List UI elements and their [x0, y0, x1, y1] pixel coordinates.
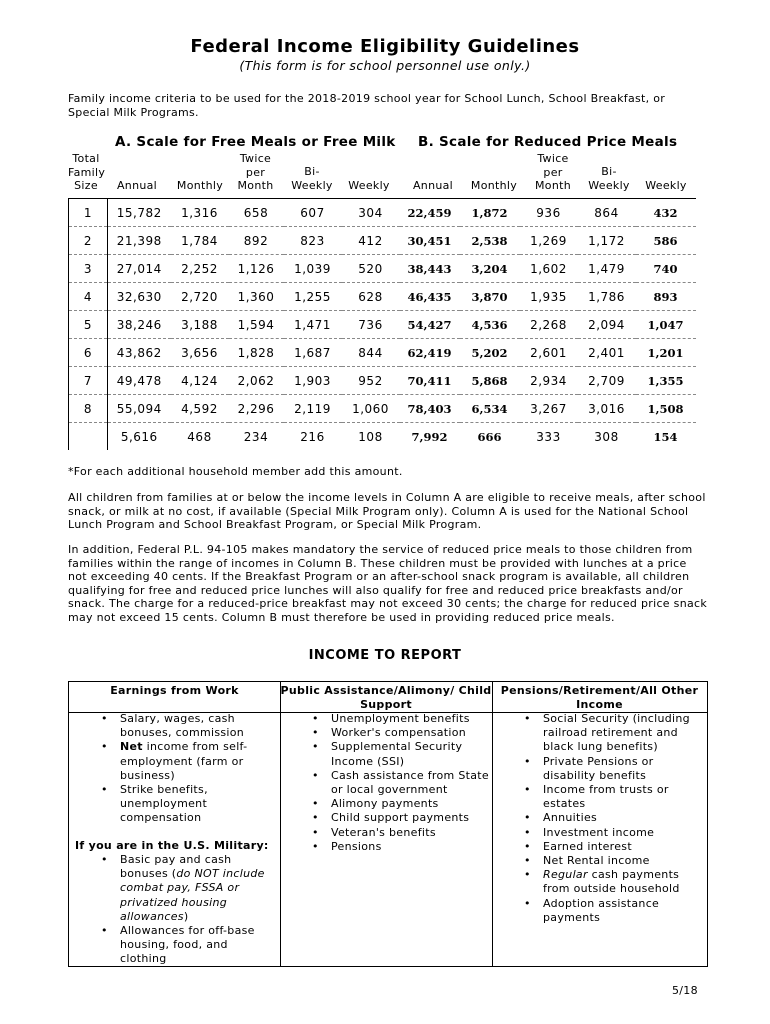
- free-scale-cell: 1,316: [171, 199, 229, 227]
- income-to-report-title: INCOME TO REPORT: [308, 648, 462, 663]
- family-size-cell: 1: [69, 199, 108, 227]
- list-item: [524, 712, 703, 755]
- reduced-scale-cell: 1,355: [636, 367, 696, 395]
- header-a-twice-per-month: [228, 152, 283, 193]
- reduced-scale-cell: 5,868: [460, 367, 520, 395]
- header-a-monthly: Monthly: [176, 179, 224, 192]
- free-scale-cell: 468: [187, 429, 212, 444]
- bullet-icon: •: [101, 712, 108, 725]
- free-scale-cell: 4,124: [171, 367, 229, 395]
- public-assistance-column: [280, 682, 493, 966]
- reduced-scale-cell: 4,536: [460, 311, 520, 339]
- list-item: [312, 839, 489, 854]
- reduced-scale-cell: 333: [536, 429, 561, 444]
- income-scale-table: [68, 198, 696, 450]
- column-a-paragraph: All children from families at or below the income levels in Column A are eligible to receive meals, after school snack, or milk at no cost, if available (Special Milk Program only). Column A is used for the National School Lunch Program and School Breakfast Program, or Special Milk Program.: [68, 491, 706, 532]
- header-size-line3: Size: [74, 179, 98, 193]
- free-scale-cell: 55,094: [108, 395, 171, 423]
- list-item: [312, 797, 489, 811]
- item-text: Net Rental income: [543, 854, 650, 868]
- free-scale-cell: 2,062: [229, 367, 284, 395]
- footnote: *For each additional household member add this amount.: [68, 465, 403, 478]
- free-scale-cell: 1,360: [229, 283, 284, 311]
- earnings-list: [101, 712, 270, 826]
- reduced-scale-cell: 3,870: [460, 283, 520, 311]
- header-bi-line2: Weekly: [588, 178, 630, 192]
- reduced-scale-cell: 432: [636, 199, 696, 227]
- bullet-icon: •: [524, 754, 531, 768]
- reduced-scale-cell: 3,204: [460, 255, 520, 283]
- header-twice-line2: per: [543, 165, 563, 179]
- reduced-scale-cell: 1,935: [520, 283, 578, 311]
- item-text: income from self-employment (farm or business): [120, 740, 248, 782]
- family-size-cell: 6: [69, 339, 108, 367]
- header-family-size: [68, 152, 104, 193]
- free-scale-cell: 412: [342, 227, 400, 255]
- header-a-annual: Annual: [116, 179, 158, 192]
- reduced-scale-cell: 586: [636, 227, 696, 255]
- header-a-weekly: Weekly: [348, 179, 390, 192]
- free-scale-cell: 1,039: [284, 255, 342, 283]
- header-bi-line1: Bi-: [601, 165, 617, 178]
- list-item: [312, 726, 489, 740]
- page-number: 5/18: [672, 984, 698, 997]
- reduced-scale-cell: 2,094: [578, 311, 636, 339]
- header-size-line1: Total: [72, 152, 100, 165]
- header-twice-line1: Twice: [239, 152, 272, 165]
- bullet-icon: •: [312, 768, 319, 782]
- free-scale-cell: 3,188: [171, 311, 229, 339]
- item-text: cash payments from outside household: [543, 868, 680, 896]
- earnings-column-header: Earnings from Work: [110, 684, 239, 697]
- bullet-icon: •: [101, 783, 108, 797]
- list-item: [101, 853, 270, 924]
- reduced-scale-cell: 1,047: [636, 311, 696, 339]
- header-b-annual: Annual: [412, 179, 454, 192]
- free-scale-cell: 1,594: [229, 311, 284, 339]
- reduced-scale-cell: 864: [578, 199, 636, 227]
- header-twice-line2: per: [245, 165, 266, 179]
- free-scale-cell: 234: [243, 429, 269, 444]
- bullet-icon: •: [312, 811, 319, 825]
- table-row: [69, 311, 696, 339]
- item-text: Salary, wages, cash bonuses, commission: [120, 712, 245, 740]
- free-scale-cell: 2,296: [229, 395, 284, 423]
- item-text: Veteran's benefits: [331, 825, 436, 839]
- free-scale-cell: 736: [342, 311, 400, 339]
- earnings-column: [69, 682, 281, 966]
- header-bi-line1: Bi-: [304, 165, 320, 178]
- reduced-scale-cell: 54,427: [400, 311, 460, 339]
- reduced-scale-cell: 70,411: [400, 367, 460, 395]
- header-b-twice-per-month: [525, 152, 581, 193]
- free-scale-cell: 823: [284, 227, 342, 255]
- item-emphasis: do NOT include combat pay, FSSA or privatized housing allowances: [120, 867, 265, 923]
- free-scale-cell: 43,862: [108, 339, 171, 367]
- pensions-list: [524, 712, 703, 925]
- bullet-icon: •: [524, 854, 531, 868]
- free-scale-cell: 216: [300, 429, 325, 444]
- header-bi-line2: Weekly: [291, 178, 333, 192]
- free-scale-cell: 1,471: [284, 311, 342, 339]
- list-item: [524, 896, 703, 925]
- item-text: Supplemental Security Income (SSI): [331, 740, 463, 768]
- item-emphasis: Regular: [543, 868, 588, 882]
- reduced-scale-cell: 666: [477, 429, 502, 444]
- bullet-icon: •: [524, 825, 531, 839]
- reduced-scale-cell: 3,267: [520, 395, 578, 423]
- reduced-scale-cell: 1,201: [636, 339, 696, 367]
- pensions-column-header: Pensions/Retirement/All Other Income: [500, 684, 699, 712]
- item-emphasis: Net: [120, 740, 143, 754]
- free-scale-cell: 32,630: [108, 283, 171, 311]
- list-item: [101, 712, 270, 740]
- header-divider: [69, 712, 707, 713]
- item-text: Pensions: [331, 839, 382, 853]
- bullet-icon: •: [101, 853, 108, 866]
- list-item: [312, 712, 489, 726]
- reduced-scale-cell: 1,786: [578, 283, 636, 311]
- item-text: Alimony payments: [331, 797, 439, 811]
- free-scale-cell: 15,782: [108, 199, 171, 227]
- item-text: Strike benefits, unemployment compensation: [120, 783, 208, 825]
- income-to-report-table: [68, 681, 708, 967]
- family-size-cell: [69, 423, 108, 451]
- family-size-cell: 4: [69, 283, 108, 311]
- bullet-icon: •: [524, 811, 531, 825]
- list-item: [101, 783, 270, 826]
- list-item: [312, 825, 489, 840]
- reduced-scale-cell: 5,202: [460, 339, 520, 367]
- bullet-icon: •: [524, 712, 531, 725]
- family-size-cell: 7: [69, 367, 108, 395]
- reduced-scale-cell: 2,401: [578, 339, 636, 367]
- list-item: [312, 740, 489, 768]
- bullet-icon: •: [312, 712, 319, 725]
- item-text: Social Security (including railroad retirement and black lung benefits): [543, 712, 690, 754]
- free-scale-cell: 2,720: [171, 283, 229, 311]
- free-scale-cell: 38,246: [108, 311, 171, 339]
- bullet-icon: •: [524, 783, 531, 797]
- family-size-cell: 8: [69, 395, 108, 423]
- table-row: [69, 423, 696, 451]
- list-item: [524, 854, 703, 868]
- free-scale-cell: 844: [342, 339, 400, 367]
- free-scale-cell: 952: [342, 367, 400, 395]
- free-scale-cell: 2,119: [284, 395, 342, 423]
- bullet-icon: •: [312, 797, 319, 811]
- reduced-scale-cell: 1,172: [578, 227, 636, 255]
- free-scale-cell: 2,252: [171, 255, 229, 283]
- page-subtitle: (This form is for school personnel use only.): [239, 58, 531, 73]
- reduced-scale-cell: 1,872: [460, 199, 520, 227]
- item-text: Allowances for off-base housing, food, and clothing: [120, 924, 255, 966]
- reduced-scale-cell: 2,934: [520, 367, 578, 395]
- free-scale-cell: 21,398: [108, 227, 171, 255]
- bullet-icon: •: [312, 825, 319, 839]
- reduced-scale-cell: 1,602: [520, 255, 578, 283]
- item-text: Annuities: [543, 811, 598, 825]
- item-text: Worker's compensation: [331, 726, 467, 740]
- reduced-scale-cell: 1,508: [636, 395, 696, 423]
- free-scale-cell: 3,656: [171, 339, 229, 367]
- reduced-scale-cell: 1,269: [520, 227, 578, 255]
- list-item: [524, 825, 703, 840]
- free-scale-cell: 5,616: [120, 429, 158, 444]
- column-b-paragraph: In addition, Federal P.L. 94-105 makes mandatory the service of reduced price meals to those children from families within the range of incomes in Column B. These children must be provided with lunches at a price not exceeding 40 cents. If the Breakfast Program or an after-school snack program is available, all children qualifying for free and reduced price lunches will also qualify for free and reduced price breakfasts and/or snack. The charge for a reduced-price breakfast may not exceed 30 cents; the charge for reduced price snack may not exceed 15 cents. Column B must therefore be used in providing reduced price meals.: [68, 543, 708, 624]
- family-size-cell: 5: [69, 311, 108, 339]
- reduced-scale-cell: 62,419: [400, 339, 460, 367]
- free-scale-cell: 892: [229, 227, 284, 255]
- item-text: Income from trusts or estates: [543, 783, 669, 811]
- reduced-scale-cell: 893: [636, 283, 696, 311]
- header-twice-line1: Twice: [537, 152, 569, 165]
- table-row: [69, 227, 696, 255]
- list-item: [524, 754, 703, 783]
- free-scale-cell: 304: [342, 199, 400, 227]
- list-item: [312, 811, 489, 825]
- list-item: [101, 924, 270, 967]
- reduced-scale-cell: 2,601: [520, 339, 578, 367]
- free-scale-cell: 1,126: [229, 255, 284, 283]
- table-row: [69, 199, 696, 227]
- free-scale-cell: 1,255: [284, 283, 342, 311]
- table-row: [69, 367, 696, 395]
- free-scale-cell: 520: [342, 255, 400, 283]
- item-text: Child support payments: [331, 811, 470, 825]
- header-twice-line3: Month: [535, 179, 571, 193]
- reduced-scale-cell: 308: [594, 429, 619, 444]
- reduced-scale-cell: 6,534: [460, 395, 520, 423]
- public-assistance-list: [312, 712, 489, 854]
- pensions-column: [492, 682, 707, 966]
- table-row: [69, 255, 696, 283]
- bullet-icon: •: [312, 839, 319, 853]
- public-assistance-column-header: Public Assistance/Alimony/ Child Support: [280, 684, 492, 712]
- item-text: Adoption assistance payments: [543, 896, 660, 924]
- item-text: Private Pensions or disability benefits: [543, 754, 654, 782]
- item-text: Investment income: [543, 825, 655, 839]
- free-scale-cell: 1,687: [284, 339, 342, 367]
- list-item: [312, 768, 489, 797]
- list-item: [524, 811, 703, 825]
- reduced-scale-cell: 3,016: [578, 395, 636, 423]
- free-scale-cell: 1,060: [342, 395, 400, 423]
- reduced-scale-cell: 154: [653, 429, 678, 444]
- item-text: Basic pay and cash bonuses (: [120, 853, 232, 881]
- free-scale-cell: 108: [358, 429, 383, 444]
- header-twice-line3: Month: [237, 179, 274, 193]
- table-row: [69, 283, 696, 311]
- reduced-scale-cell: 46,435: [400, 283, 460, 311]
- scale-a-title: A. Scale for Free Meals or Free Milk: [115, 134, 396, 150]
- reduced-scale-cell: 78,403: [400, 395, 460, 423]
- free-scale-cell: 4,592: [171, 395, 229, 423]
- reduced-scale-cell: 22,459: [400, 199, 460, 227]
- military-list: [101, 853, 270, 967]
- reduced-scale-cell: 38,443: [400, 255, 460, 283]
- list-item: [524, 868, 703, 896]
- reduced-scale-cell: 2,709: [578, 367, 636, 395]
- item-text: Unemployment benefits: [331, 712, 470, 725]
- family-size-cell: 2: [69, 227, 108, 255]
- item-text: Cash assistance from State or local government: [331, 768, 489, 797]
- header-b-monthly: Monthly: [470, 179, 518, 192]
- free-scale-cell: 1,828: [229, 339, 284, 367]
- reduced-scale-cell: 2,538: [460, 227, 520, 255]
- family-size-cell: 3: [69, 255, 108, 283]
- free-scale-cell: 607: [284, 199, 342, 227]
- header-a-biweekly: [283, 165, 341, 192]
- bullet-icon: •: [101, 924, 108, 938]
- scale-b-title: B. Scale for Reduced Price Meals: [418, 134, 678, 150]
- free-scale-cell: 628: [342, 283, 400, 311]
- list-item: [524, 839, 703, 854]
- free-scale-cell: 658: [229, 199, 284, 227]
- reduced-scale-cell: 2,268: [520, 311, 578, 339]
- list-item: [524, 783, 703, 811]
- reduced-scale-cell: 936: [520, 199, 578, 227]
- list-item: [101, 740, 270, 783]
- bullet-icon: •: [101, 740, 108, 754]
- bullet-icon: •: [524, 896, 531, 910]
- free-scale-cell: 1,903: [284, 367, 342, 395]
- intro-paragraph: Family income criteria to be used for the 2018-2019 school year for School Lunch, School Breakfast, or Special Milk Programs.: [68, 92, 666, 119]
- header-size-line2: Family: [68, 165, 106, 179]
- reduced-scale-cell: 7,992: [411, 429, 448, 444]
- table-row: [69, 395, 696, 423]
- free-scale-cell: 49,478: [108, 367, 171, 395]
- reduced-scale-cell: 1,479: [578, 255, 636, 283]
- page-title: Federal Income Eligibility Guidelines: [190, 36, 580, 57]
- reduced-scale-cell: 740: [636, 255, 696, 283]
- item-text: Earned interest: [543, 839, 632, 853]
- header-b-biweekly: [580, 165, 638, 192]
- military-header: If you are in the U.S. Military:: [75, 839, 269, 852]
- bullet-icon: •: [524, 868, 531, 882]
- bullet-icon: •: [312, 726, 319, 740]
- reduced-scale-cell: 30,451: [400, 227, 460, 255]
- table-row: [69, 339, 696, 367]
- bullet-icon: •: [312, 740, 319, 754]
- free-scale-cell: 27,014: [108, 255, 171, 283]
- free-scale-cell: 1,784: [171, 227, 229, 255]
- item-text: ): [183, 909, 189, 923]
- header-b-weekly: Weekly: [645, 179, 687, 192]
- bullet-icon: •: [524, 839, 531, 853]
